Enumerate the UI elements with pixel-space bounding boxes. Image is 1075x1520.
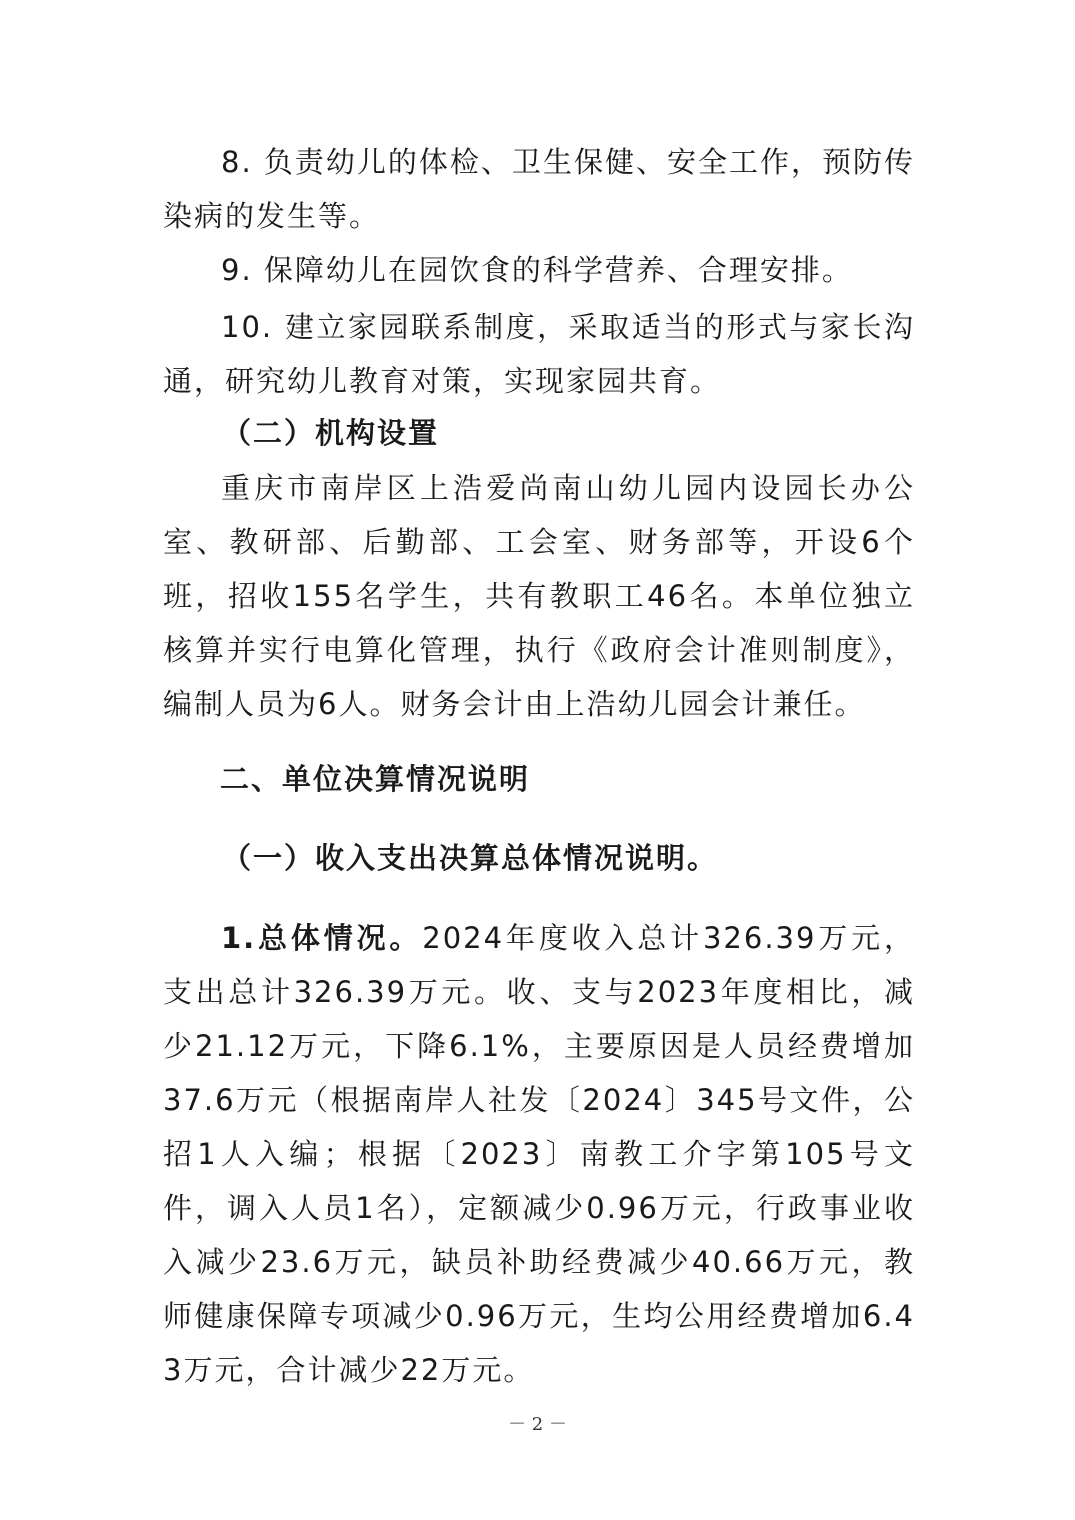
list-item-9: 9. 保障幼儿在园饮食的科学营养、合理安排。 [221,253,853,287]
org-paragraph: 重庆市南岸区上浩爱尚南山幼儿园内设园长办公室、教研部、后勤部、工会室、财务部等，开设6个班，招收155名学生，共有教职工46名。本单位独立核算并实行电算化管理，执行《政府会计准则制度》，编制人员为6人。财务会计由上浩幼儿园会计兼任。 [163,471,915,721]
org-heading: （二）机构设置 [222,416,440,450]
overall-label: 1.总体情况。 [221,921,423,955]
page-number: － 2 － [508,1414,567,1435]
overall-body: 2024年度收入总计326.39万元，支出总计326.39万元。收、支与2023年度相比，减少21.12万元，下降6.1%，主要原因是人员经费增加37.6万元（根据南岸人社发〔2024〕345号文件，公招1人入编；根据〔2023〕南教工介字第105号文件，调入人员1名），定额减少0.96万元，行政事业收入减少23.6万元，缺员补助经费减少40.66万元，教师健康保障专项减少0.96万元，生均公用经费增加6.43万元，合计减少22万元。 [163,921,915,1387]
list-item-8: 8. 负责幼儿的体检、卫生保健、安全工作，预防传染病的发生等。 [163,145,915,233]
list-item-10: 10. 建立家园联系制度，采取适当的形式与家长沟通，研究幼儿教育对策，实现家园共育。 [163,310,915,398]
subsection-heading: （一）收入支出决算总体情况说明。 [222,841,719,875]
section-heading: 二、单位决算情况说明 [220,762,531,796]
overall-paragraph [163,911,915,1397]
